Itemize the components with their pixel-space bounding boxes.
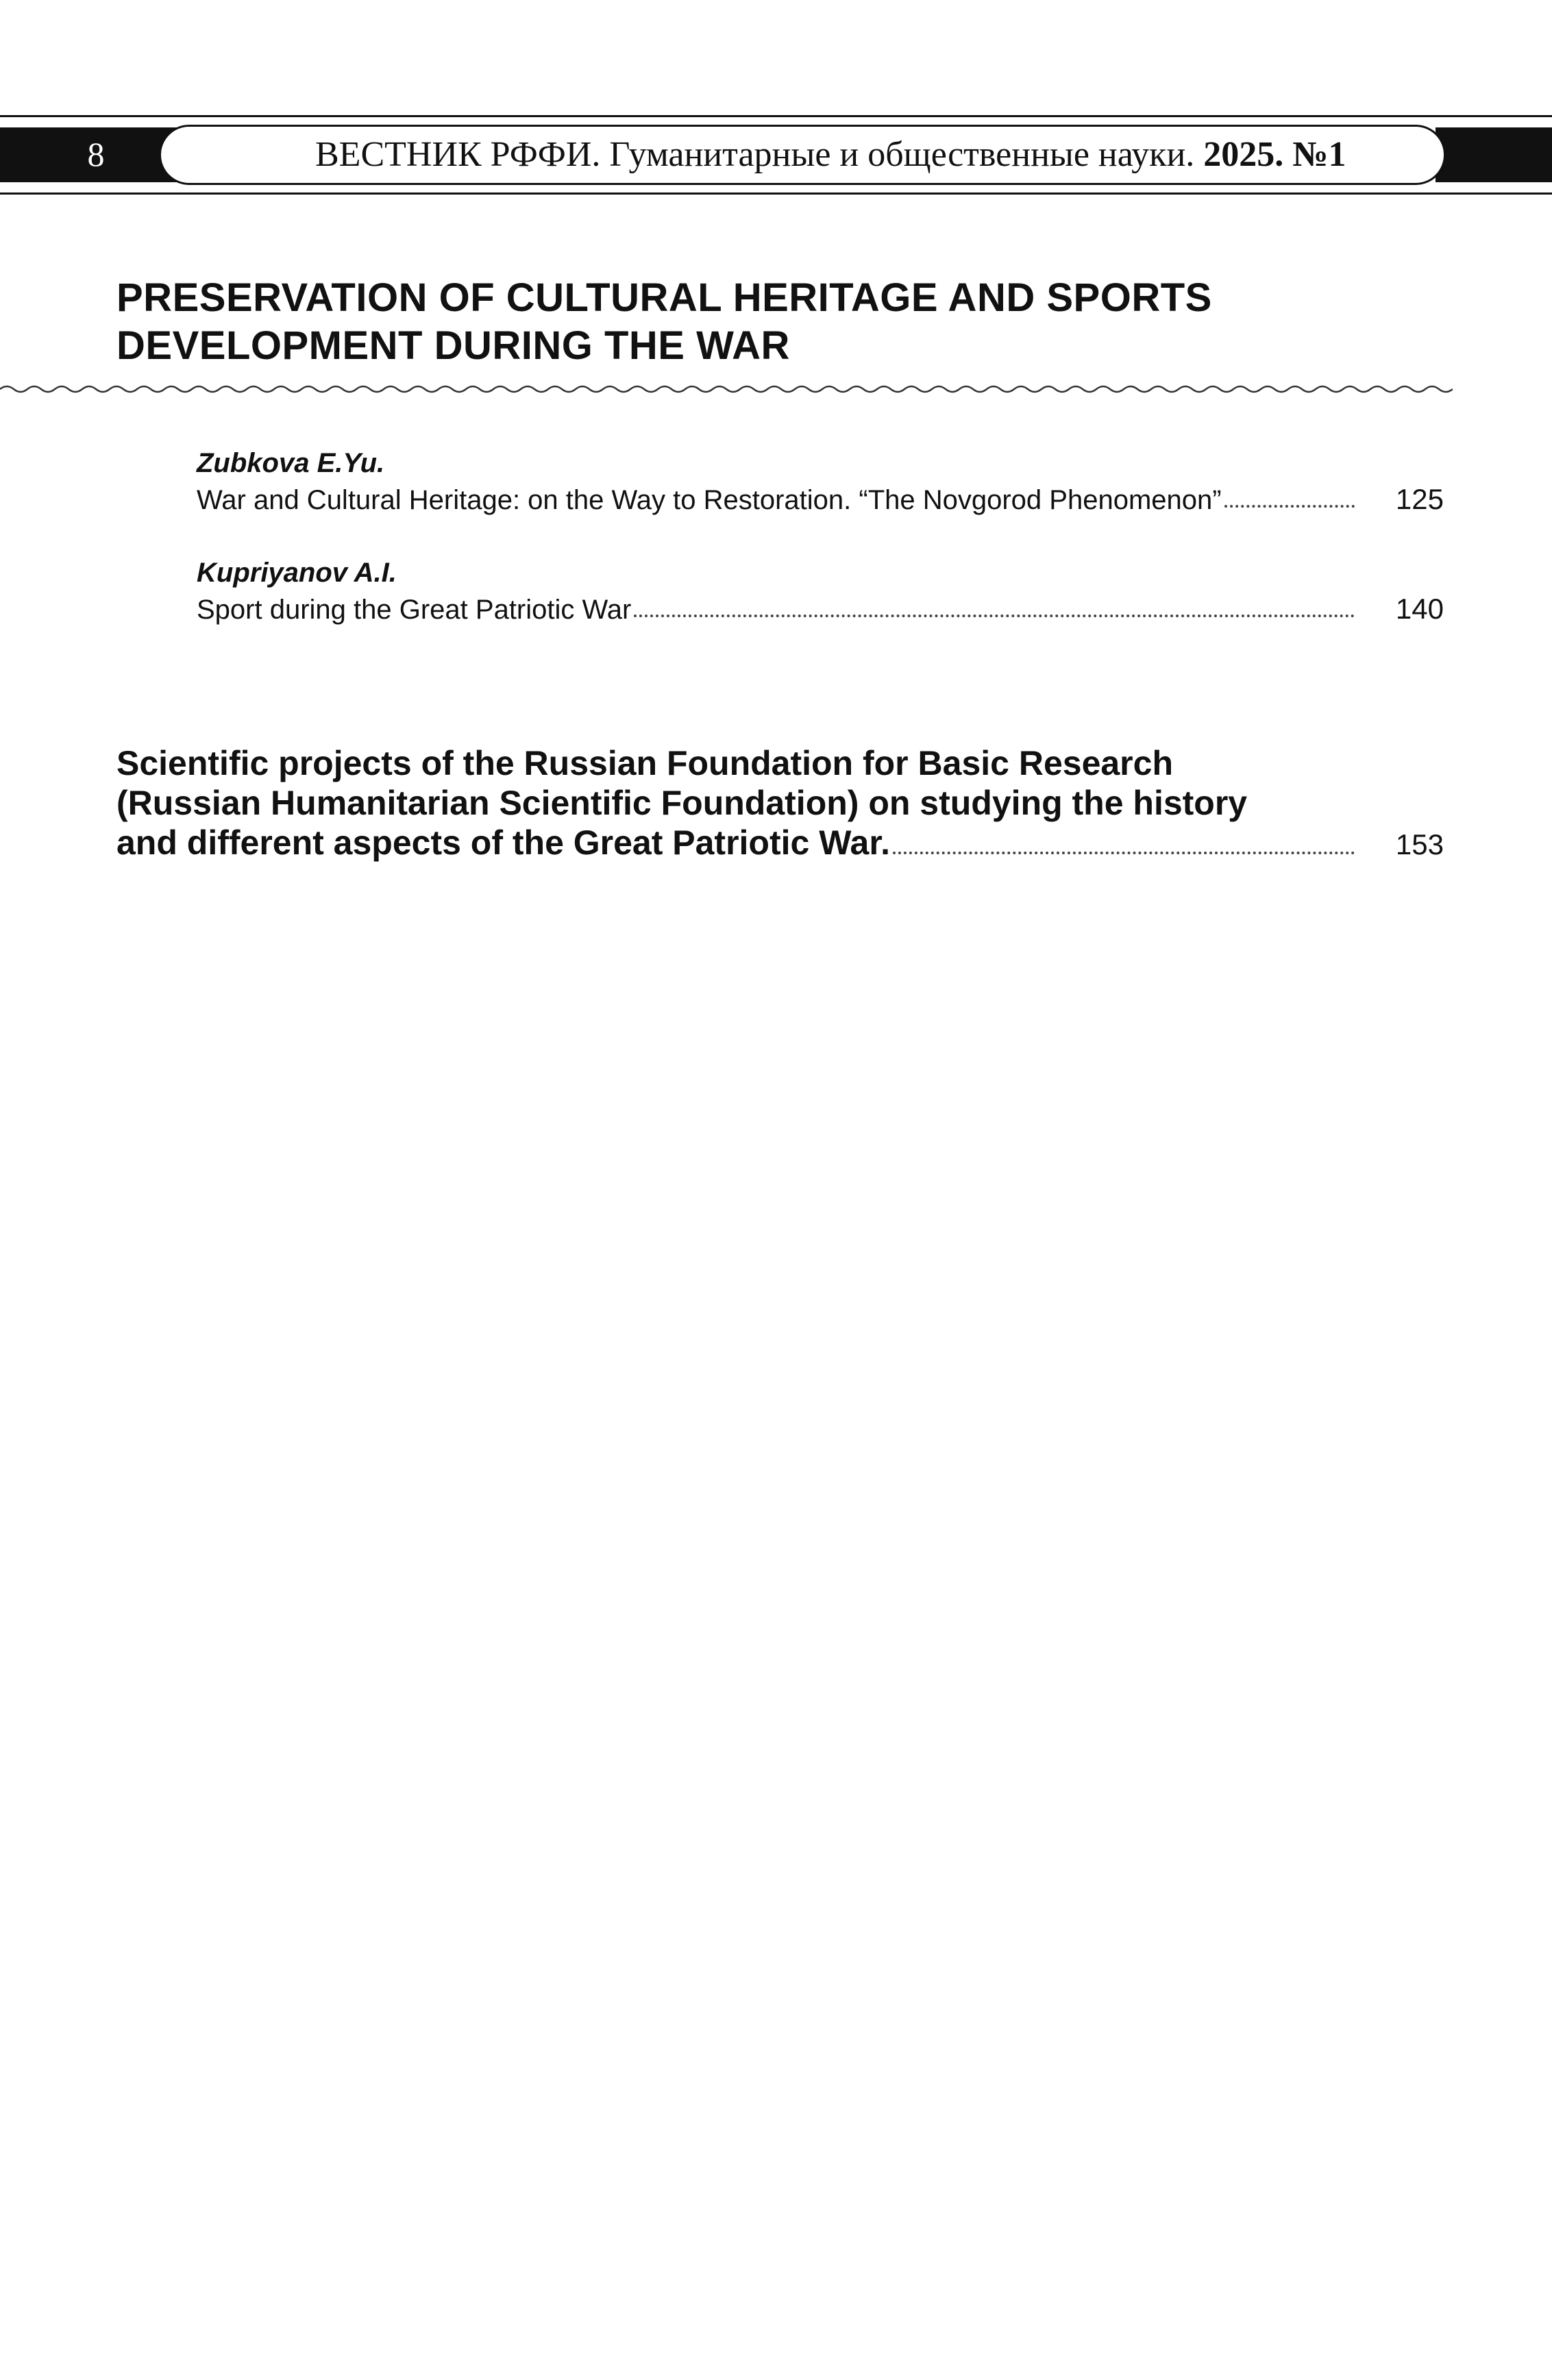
projects-line-1: Scientific projects of the Russian Foundation for Basic Research xyxy=(116,744,1173,782)
projects-leader-dots xyxy=(893,845,1355,854)
journal-name: ВЕСТНИК РФФИ. Гуманитарные и общественные науки. xyxy=(315,135,1195,174)
running-header xyxy=(0,115,1552,195)
projects-entry[interactable] xyxy=(116,743,1444,865)
projects-line-3-row xyxy=(116,823,1444,865)
toc-leader-dots xyxy=(1224,498,1355,508)
journal-title xyxy=(315,134,1346,175)
section-heading-line-2: DEVELOPMENT DURING THE WAR xyxy=(116,323,790,368)
journal-issue: 2025. №1 xyxy=(1203,135,1346,174)
header-black-tab-right xyxy=(1436,127,1552,182)
page-number: 8 xyxy=(87,135,105,173)
toc-entry[interactable] xyxy=(197,445,1444,519)
toc-page-number: 140 xyxy=(1395,593,1444,625)
section-heading xyxy=(116,274,1453,370)
section-heading-line-1: PRESERVATION OF CULTURAL HERITAGE AND SPORTS xyxy=(116,275,1212,320)
header-rule-top xyxy=(0,115,1552,117)
projects-line-3: and different aspects of the Great Patriotic War. xyxy=(116,823,890,862)
toc-title-line xyxy=(197,481,1444,519)
wavy-divider xyxy=(0,381,1453,397)
toc-page-number: 125 xyxy=(1395,483,1444,515)
toc-author: Kupriyanov A.I. xyxy=(197,558,397,588)
toc-author: Zubkova E.Yu. xyxy=(197,448,385,478)
header-rule-bottom xyxy=(0,193,1552,195)
projects-line-2: (Russian Humanitarian Scientific Foundation) on studying the history xyxy=(116,784,1248,822)
toc-entry[interactable] xyxy=(197,555,1444,628)
toc-leader-dots xyxy=(634,608,1355,617)
projects-page-number: 153 xyxy=(1395,828,1444,860)
toc-title: Sport during the Great Patriotic War xyxy=(197,595,632,625)
toc-title: War and Cultural Heritage: on the Way to Restoration. “The Novgorod Phenomenon” xyxy=(197,485,1222,515)
toc-title-line xyxy=(197,591,1444,628)
